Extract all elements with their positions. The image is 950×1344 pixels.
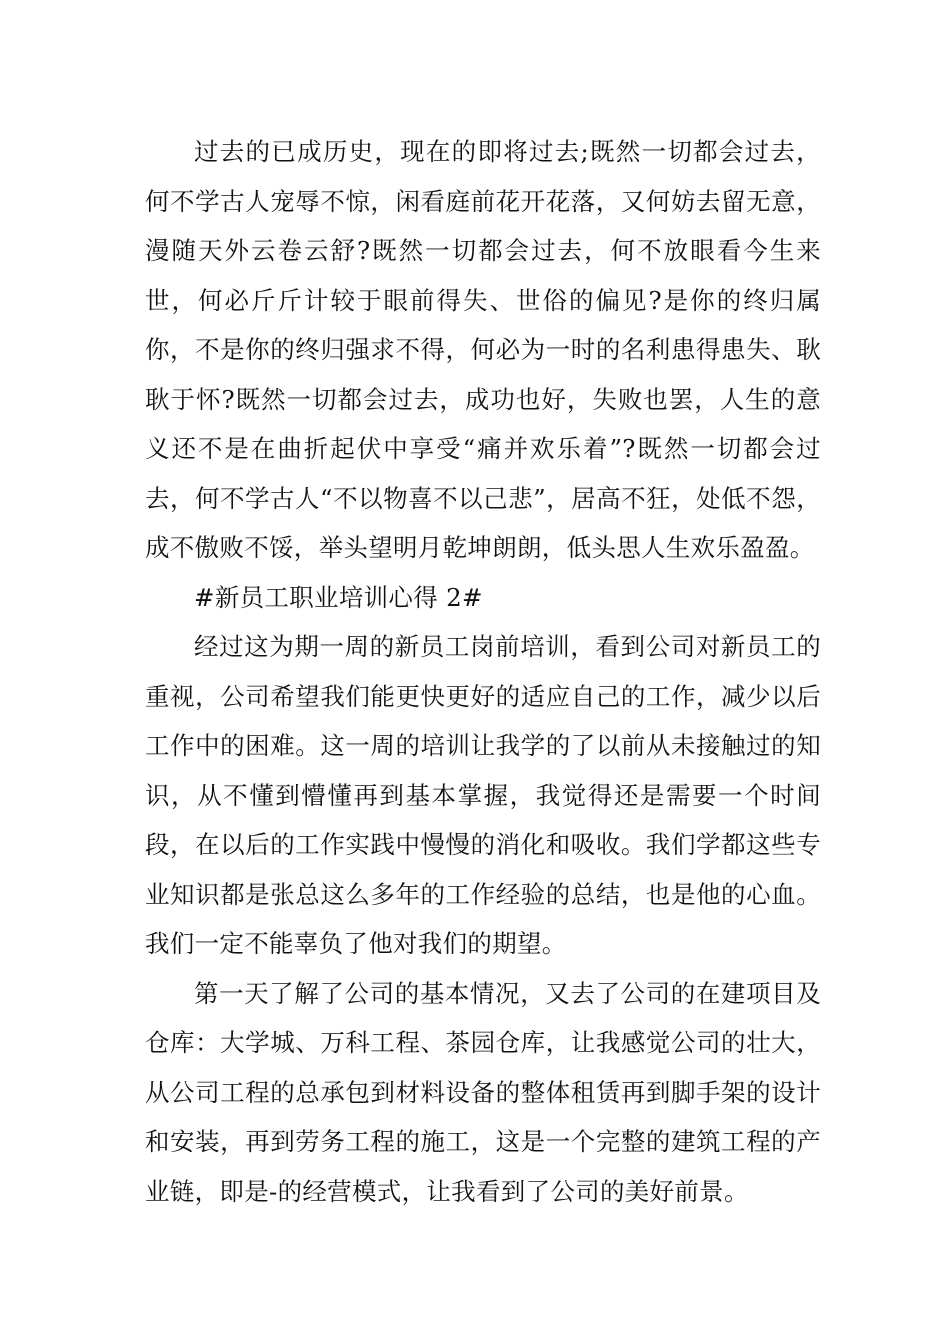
document-body xyxy=(145,127,821,1216)
paragraph-first-day: 第一天了解了公司的基本情况，又去了公司的在建项目及仓库：大学城、万科工程、茶园仓库，让我感觉公司的壮大，从公司工程的总承包到材料设备的整体租赁再到脚手架的设计和安装，再到劳务工程的施工，这是一个完整的建筑工程的产业链，即是-的经营模式，让我看到了公司的美好前景。 xyxy=(145,978,821,1206)
paragraph-training-week: 经过这为期一周的新员工岗前培训，看到公司对新员工的重视，公司希望我们能更快更好的适应自己的工作，减少以后工作中的困难。这一周的培训让我学的了以前从未接触过的知识，从不懂到懵懂再到基本掌握，我觉得还是需要一个时间段，在以后的工作实践中慢慢的消化和吸收。我们学都这些专业知识都是张总这么多年的工作经验的总结，也是他的心血。我们一定不能辜负了他对我们的期望。 xyxy=(145,632,821,958)
paragraph-history: 过去的已成历史，现在的即将过去;既然一切都会过去，何不学古人宠辱不惊，闲看庭前花开花落，又何妨去留无意，漫随天外云卷云舒?既然一切都会过去，何不放眼看今生来世，何必斤斤计较于眼前得失、世俗的偏见?是你的终归属你，不是你的终归强求不得，何必为一时的名利患得患失、耿耿于怀?既然一切都会过去，成功也好，失败也罢，人生的意义还不是在曲折起伏中享受“痛并欢乐着”?既然一切都会过去，何不学古人“不以物喜不以己悲”，居高不狂，处低不怨，成不傲败不馁，举头望明月乾坤朗朗，低头思人生欢乐盈盈。 xyxy=(145,137,821,562)
section-heading: #新员工职业培训心得 2# xyxy=(194,582,483,612)
